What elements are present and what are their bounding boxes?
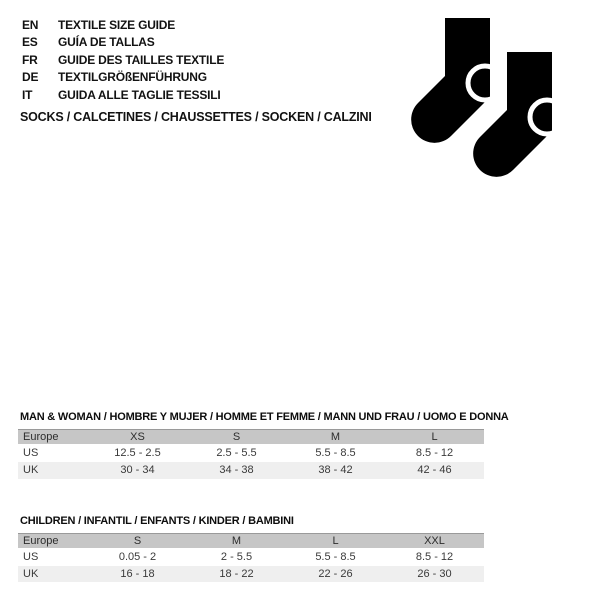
language-code: DE bbox=[22, 70, 39, 85]
size-value: 8.5 - 12 bbox=[415, 550, 454, 563]
size-value: 34 - 38 bbox=[219, 464, 254, 477]
language-row-en bbox=[22, 16, 224, 34]
table-row-us bbox=[18, 548, 484, 565]
language-title-list bbox=[22, 16, 224, 104]
socks-icon bbox=[405, 8, 570, 190]
column-header-s: S bbox=[232, 431, 241, 443]
language-label: TEXTILGRÖßENFÜHRUNG bbox=[58, 70, 207, 85]
language-code: ES bbox=[22, 35, 38, 50]
size-value: 5.5 - 8.5 bbox=[315, 447, 356, 459]
column-header-xxl: XXL bbox=[424, 534, 445, 547]
column-header-l: L bbox=[431, 431, 438, 443]
table-title-children: CHILDREN / INFANTIL / ENFANTS / KINDER / BAMBINI bbox=[20, 514, 294, 527]
column-header-m: M bbox=[231, 534, 242, 547]
size-value: 38 - 42 bbox=[318, 464, 353, 477]
size-value: 5.5 - 8.5 bbox=[315, 550, 356, 563]
table-header-row bbox=[18, 533, 484, 548]
table-row-us bbox=[18, 445, 484, 462]
language-label: GUIDA ALLE TAGLIE TESSILI bbox=[58, 87, 221, 102]
category-title: SOCKS / CALCETINES / CHAUSSETTES / SOCKEN / CALZINI bbox=[20, 110, 372, 124]
size-value: 26 - 30 bbox=[417, 567, 452, 580]
column-header-m: M bbox=[330, 431, 341, 443]
size-value: 30 - 34 bbox=[120, 464, 155, 477]
size-value: 0.05 - 2 bbox=[118, 550, 157, 563]
column-header-europe: Europe bbox=[23, 431, 59, 443]
language-row-es bbox=[22, 34, 224, 52]
language-label: GUÍA DE TALLAS bbox=[58, 35, 155, 50]
column-header-l: L bbox=[332, 534, 339, 547]
language-row-fr bbox=[22, 51, 224, 69]
region-label: US bbox=[23, 550, 39, 563]
language-code: EN bbox=[22, 17, 39, 32]
size-value: 42 - 46 bbox=[417, 464, 452, 477]
region-label: US bbox=[23, 447, 39, 459]
table-row-uk bbox=[18, 462, 484, 479]
size-value: 12.5 - 2.5 bbox=[114, 447, 161, 459]
sock-left-shape bbox=[411, 18, 490, 143]
table-row-uk bbox=[18, 565, 484, 582]
language-code: IT bbox=[22, 87, 33, 102]
language-label: TEXTILE SIZE GUIDE bbox=[58, 17, 176, 32]
column-header-europe: Europe bbox=[23, 534, 59, 547]
size-value: 2 - 5.5 bbox=[220, 550, 253, 563]
size-tables-section bbox=[18, 411, 509, 582]
size-value: 8.5 - 12 bbox=[415, 447, 454, 459]
size-table-children bbox=[18, 533, 484, 583]
language-code: FR bbox=[22, 52, 38, 67]
region-label: UK bbox=[23, 464, 39, 477]
table-header-row bbox=[18, 430, 484, 445]
size-value: 2.5 - 5.5 bbox=[216, 447, 257, 459]
size-value: 16 - 18 bbox=[120, 567, 155, 580]
size-table-man-woman bbox=[18, 429, 484, 479]
column-header-xs: XS bbox=[130, 431, 145, 443]
size-value: 18 - 22 bbox=[219, 567, 254, 580]
language-row-it bbox=[22, 86, 224, 104]
column-header-s: S bbox=[133, 534, 142, 547]
size-value: 22 - 26 bbox=[318, 567, 353, 580]
table-title-man-woman: MAN & WOMAN / HOMBRE Y MUJER / HOMME ET FEMME / MANN UND FRAU / UOMO E DONNA bbox=[20, 411, 509, 423]
region-label: UK bbox=[23, 567, 39, 580]
language-row-de bbox=[22, 69, 224, 87]
language-label: GUIDE DES TAILLES TEXTILE bbox=[58, 52, 225, 67]
